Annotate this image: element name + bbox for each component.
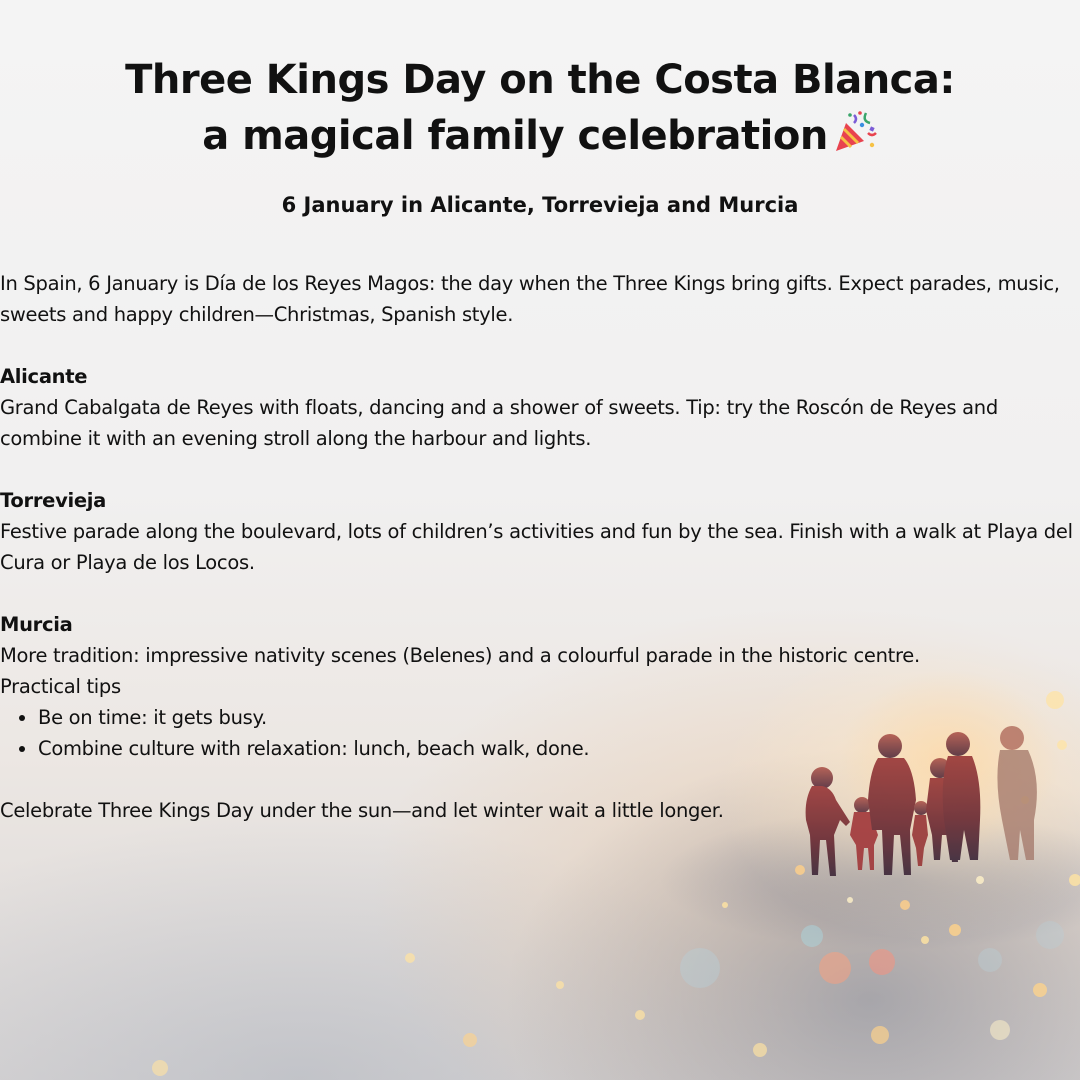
section-text-murcia: More tradition: impressive nativity scenes (Belenes) and a colourful parade in the historic centre. xyxy=(0,644,920,667)
list-item: • Be on time: it gets busy. xyxy=(38,702,1080,733)
section-heading-torrevieja: Torrevieja xyxy=(0,489,107,512)
party-popper-icon xyxy=(832,109,878,155)
title-line-2: a magical family celebration xyxy=(202,113,828,159)
subtitle: 6 January in Alicante, Torrevieja and Murcia xyxy=(281,193,799,217)
section-text-torrevieja: Festive parade along the boulevard, lots of children’s activities and fun by the sea. Finish with a walk at Playa del Cura or Playa de los Locos. xyxy=(0,520,1073,574)
list-item: • Combine culture with relaxation: lunch, beach walk, done. xyxy=(38,733,1080,764)
section-heading-murcia: Murcia xyxy=(0,613,73,636)
closing-paragraph: Celebrate Three Kings Day under the sun—and let winter wait a little longer. xyxy=(0,799,724,822)
page-title xyxy=(0,52,1080,164)
article-body xyxy=(0,268,1080,826)
tips-list xyxy=(0,702,1080,764)
section-heading-alicante: Alicante xyxy=(0,365,88,388)
intro-paragraph: In Spain, 6 January is Día de los Reyes Magos: the day when the Three Kings bring gifts. Expect parades, music, sweets and happy children—Christmas, Spanish style. xyxy=(0,272,1060,326)
section-text-alicante: Grand Cabalgata de Reyes with floats, dancing and a shower of sweets. Tip: try the Roscón de Reyes and combine it with an evening stroll along the harbour and lights. xyxy=(0,396,998,450)
title-line-1: Three Kings Day on the Costa Blanca: xyxy=(125,57,955,103)
tips-heading: Practical tips xyxy=(0,675,121,698)
title-line-2-wrap xyxy=(0,108,1080,164)
